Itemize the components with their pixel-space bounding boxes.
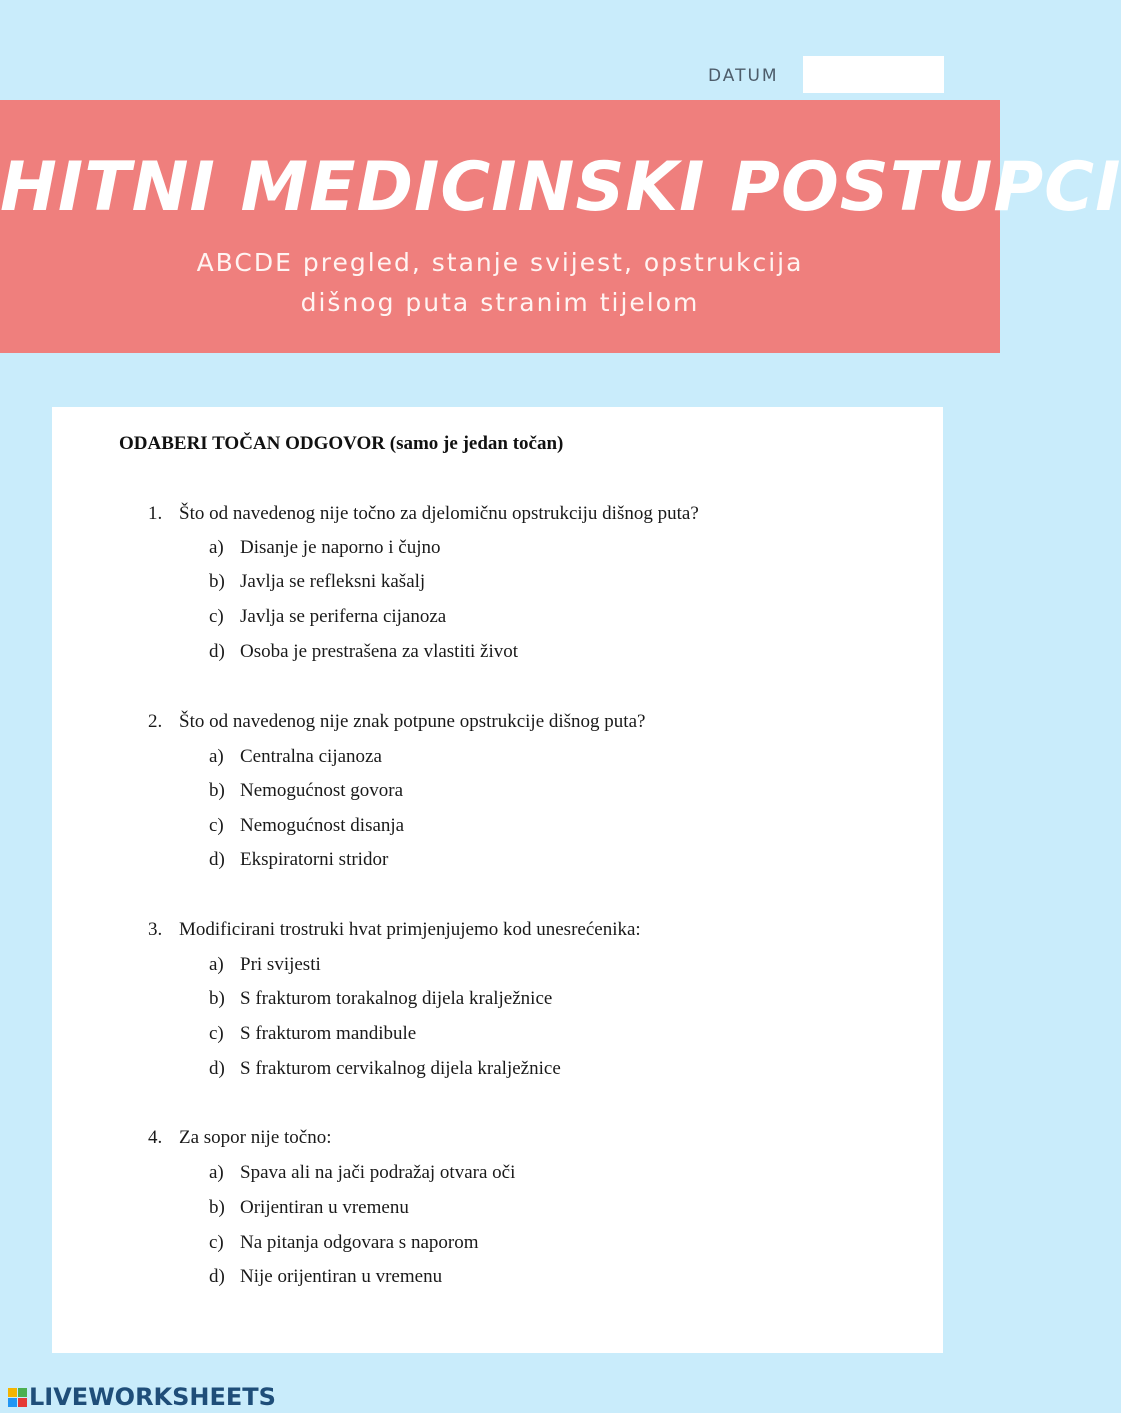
option-1c[interactable] — [209, 606, 446, 628]
option-2c[interactable] — [209, 815, 404, 837]
option-letter: a) — [209, 1162, 224, 1183]
option-4a[interactable] — [209, 1162, 515, 1184]
question-1 — [148, 503, 699, 525]
question-text: Što od navedenog nije znak potpune opstrukcije dišnog puta? — [179, 711, 646, 732]
datum-label: DATUM — [708, 66, 779, 86]
question-2 — [148, 711, 645, 733]
option-letter: d) — [209, 849, 225, 870]
liveworksheets-logo-icon — [8, 1388, 27, 1407]
option-text: Nemogućnost govora — [240, 780, 404, 801]
option-text: S frakturom cervikalnog dijela kralježnice — [240, 1058, 561, 1079]
subtitle-line-1: ABCDE pregled, stanje svijest, opstrukcija — [196, 248, 804, 277]
option-3b[interactable] — [209, 988, 552, 1010]
option-1d[interactable] — [209, 641, 518, 663]
datum-input-box[interactable] — [803, 56, 944, 93]
option-text: S frakturom torakalnog dijela kralježnice — [240, 988, 553, 1009]
option-4d[interactable] — [209, 1266, 442, 1288]
option-letter: a) — [209, 954, 224, 975]
question-number: 1. — [148, 503, 163, 524]
option-2b[interactable] — [209, 780, 403, 802]
option-letter: d) — [209, 1266, 225, 1287]
option-3a[interactable] — [209, 954, 321, 976]
option-4b[interactable] — [209, 1197, 409, 1219]
option-letter: c) — [209, 815, 224, 836]
option-letter: b) — [209, 1197, 225, 1218]
option-text: Orijentiran u vremenu — [240, 1197, 409, 1218]
option-1a[interactable] — [209, 537, 441, 559]
option-text: Osoba je prestrašena za vlastiti život — [240, 641, 519, 662]
option-text: Javlja se periferna cijanoza — [240, 606, 447, 627]
page-title: HITNI MEDICINSKI POSTUPCI — [0, 148, 1121, 227]
page-subtitle — [0, 243, 1000, 323]
footer-brand-text: LIVEWORKSHEETS — [29, 1383, 276, 1411]
question-3 — [148, 919, 641, 941]
option-4c[interactable] — [209, 1232, 478, 1254]
footer-brand[interactable] — [8, 1382, 276, 1412]
logo-square-3 — [8, 1398, 17, 1407]
option-text: Nije orijentiran u vremenu — [240, 1266, 443, 1287]
question-text: Modificirani trostruki hvat primjenjujemo kod unesrećenika: — [179, 919, 641, 940]
question-number: 3. — [148, 919, 163, 940]
option-letter: c) — [209, 1232, 224, 1253]
option-text: Pri svijesti — [240, 954, 321, 975]
option-1b[interactable] — [209, 571, 425, 593]
option-2d[interactable] — [209, 849, 388, 871]
option-letter: d) — [209, 1058, 225, 1079]
option-text: Centralna cijanoza — [240, 746, 382, 767]
option-letter: a) — [209, 746, 224, 767]
option-text: Nemogućnost disanja — [240, 815, 405, 836]
option-3d[interactable] — [209, 1058, 561, 1080]
question-number: 2. — [148, 711, 163, 732]
option-2a[interactable] — [209, 746, 382, 768]
question-4 — [148, 1127, 332, 1149]
option-text: Javlja se refleksni kašalj — [240, 571, 426, 592]
option-text: Spava ali na jači podražaj otvara oči — [240, 1162, 516, 1183]
option-letter: c) — [209, 606, 224, 627]
logo-square-4 — [18, 1398, 27, 1407]
question-number: 4. — [148, 1127, 163, 1148]
option-letter: b) — [209, 780, 225, 801]
option-letter: a) — [209, 537, 224, 558]
question-text: Što od navedenog nije točno za djelomičnu opstrukciju dišnog puta? — [179, 503, 699, 524]
option-text: Na pitanja odgovara s naporom — [240, 1232, 479, 1253]
option-letter: b) — [209, 571, 225, 592]
option-letter: d) — [209, 641, 225, 662]
logo-square-2 — [18, 1388, 27, 1397]
option-letter: b) — [209, 988, 225, 1009]
option-letter: c) — [209, 1023, 224, 1044]
option-text: Ekspiratorni stridor — [240, 849, 389, 870]
worksheet-card — [52, 407, 943, 1353]
instruction-heading: ODABERI TOČAN ODGOVOR (samo je jedan točan) — [119, 433, 564, 454]
question-text: Za sopor nije točno: — [179, 1127, 332, 1148]
option-text: S frakturom mandibule — [240, 1023, 417, 1044]
subtitle-line-2: dišnog puta stranim tijelom — [300, 288, 700, 317]
option-3c[interactable] — [209, 1023, 416, 1045]
logo-square-1 — [8, 1388, 17, 1397]
option-text: Disanje je naporno i čujno — [240, 537, 441, 558]
